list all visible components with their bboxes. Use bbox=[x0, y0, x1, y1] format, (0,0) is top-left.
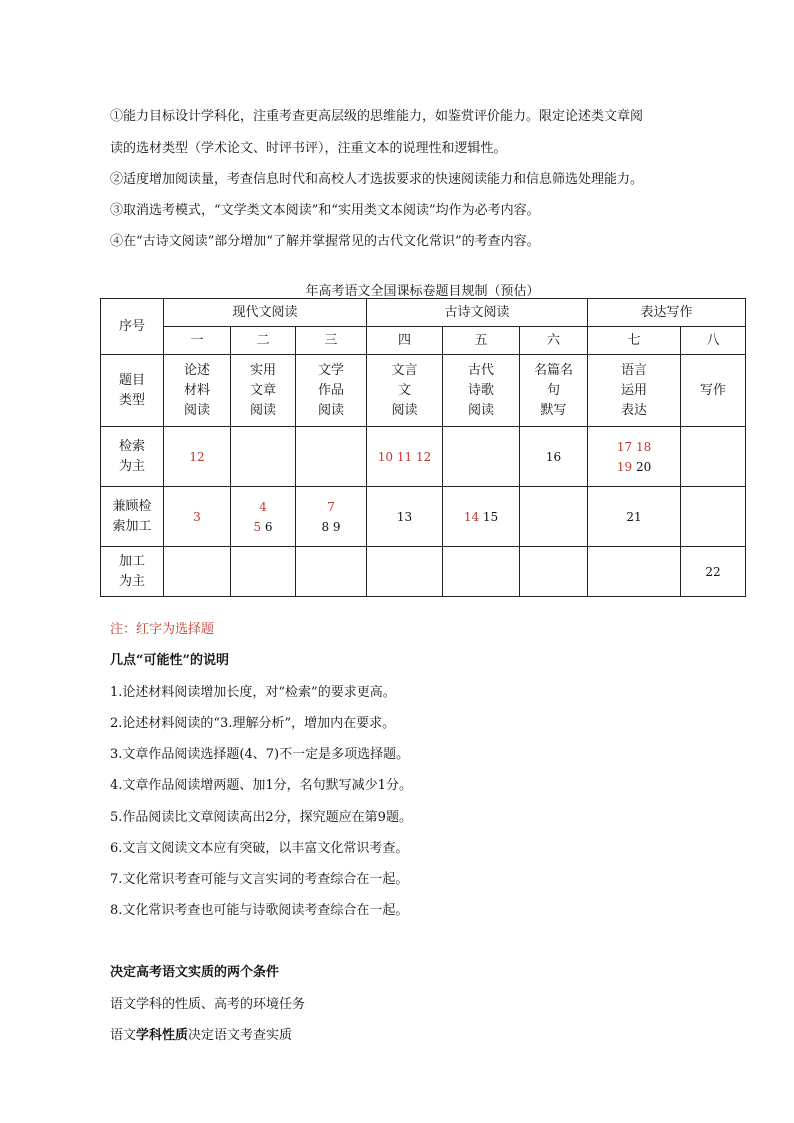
row-label-retrieval: 检索 为主 bbox=[101, 427, 164, 487]
type-cell: 文言 文 阅读 bbox=[367, 355, 443, 427]
conditions-line: 语文学科性质决定语文考查实质 bbox=[110, 1028, 293, 1043]
type-cell: 古代 诗歌 阅读 bbox=[443, 355, 520, 427]
empty-cell bbox=[367, 547, 443, 597]
empty-cell bbox=[231, 547, 296, 597]
header-numeral: 三 bbox=[296, 327, 367, 355]
question-number-cell: 14 15 bbox=[443, 487, 520, 547]
type-cell: 实用 文章 阅读 bbox=[231, 355, 296, 427]
empty-cell bbox=[681, 427, 746, 487]
type-cell: 名篇名 句 默写 bbox=[520, 355, 588, 427]
empty-cell bbox=[520, 547, 588, 597]
header-numeral: 二 bbox=[231, 327, 296, 355]
question-number-cell: 16 bbox=[520, 427, 588, 487]
possibility-item: 5.作品阅读比文章阅读高出2分，探究题应在第9题。 bbox=[110, 810, 412, 825]
question-number-cell: 13 bbox=[367, 487, 443, 547]
row-label-mixed: 兼顾检 索加工 bbox=[101, 487, 164, 547]
empty-cell bbox=[296, 547, 367, 597]
empty-cell bbox=[588, 547, 681, 597]
possibility-item: 4.文章作品阅读增两题、加1分，名句默写减少1分。 bbox=[110, 778, 412, 793]
conditions-heading: 决定高考语文实质的两个条件 bbox=[110, 965, 280, 980]
header-seq: 序号 bbox=[101, 299, 164, 355]
empty-cell bbox=[443, 427, 520, 487]
empty-cell bbox=[681, 487, 746, 547]
question-number-cell: 17 18 19 20 bbox=[588, 427, 681, 487]
question-number-cell: 12 bbox=[164, 427, 231, 487]
intro-paragraph-4: ④在“古诗文阅读”部分增加“了解并掌握常见的古代文化常识”的考查内容。 bbox=[110, 234, 540, 249]
intro-paragraph-2: ②适度增加阅读量，考查信息时代和高校人才选拔要求的快速阅读能力和信息筛选处理能力。 bbox=[110, 172, 644, 187]
type-cell: 写作 bbox=[681, 355, 746, 427]
question-structure-table bbox=[100, 298, 746, 597]
intro-paragraph-1a: ①能力目标设计学科化，注重考查更高层级的思维能力，如鉴赏评价能力。限定论述类文章阅 bbox=[110, 109, 644, 124]
empty-cell bbox=[296, 427, 367, 487]
question-number-cell: 7 8 9 bbox=[296, 487, 367, 547]
intro-paragraph-3: ③取消选考模式，“文学类文本阅读”和“实用类文本阅读”均作为必考内容。 bbox=[110, 203, 540, 218]
empty-cell bbox=[443, 547, 520, 597]
type-cell: 论述 材料 阅读 bbox=[164, 355, 231, 427]
possibility-item: 6.文言文阅读文本应有突破，以丰富文化常识考查。 bbox=[110, 841, 409, 856]
header-group-classical: 古诗文阅读 bbox=[367, 299, 588, 327]
empty-cell bbox=[520, 487, 588, 547]
header-numeral: 八 bbox=[681, 327, 746, 355]
possibility-heading: 几点“可能性”的说明 bbox=[110, 653, 229, 668]
header-numeral: 四 bbox=[367, 327, 443, 355]
empty-cell bbox=[164, 547, 231, 597]
table-caption: 年高考语文全国课标卷题目规制（预估） bbox=[305, 284, 540, 299]
possibility-item: 2.论述材料阅读的“3.理解分析”，增加内在要求。 bbox=[110, 716, 396, 731]
type-cell: 文学 作品 阅读 bbox=[296, 355, 367, 427]
possibility-item: 3.文章作品阅读选择题(4、7)不一定是多项选择题。 bbox=[110, 747, 410, 762]
intro-paragraph-1b: 读的选材类型（学术论文、时评书评），注重文本的说理性和逻辑性。 bbox=[110, 141, 507, 156]
header-numeral: 五 bbox=[443, 327, 520, 355]
header-group-writing: 表达写作 bbox=[588, 299, 746, 327]
question-number-cell: 3 bbox=[164, 487, 231, 547]
row-label-processing: 加工 为主 bbox=[101, 547, 164, 597]
empty-cell bbox=[231, 427, 296, 487]
question-number-cell: 21 bbox=[588, 487, 681, 547]
red-text-note: 注：红字为选择题 bbox=[110, 622, 215, 637]
type-cell: 语言 运用 表达 bbox=[588, 355, 681, 427]
question-number-cell: 4 5 6 bbox=[231, 487, 296, 547]
possibility-item: 8.文化常识考查也可能与诗歌阅读考查综合在一起。 bbox=[110, 903, 409, 918]
header-numeral: 七 bbox=[588, 327, 681, 355]
header-numeral: 一 bbox=[164, 327, 231, 355]
possibility-item: 7.文化常识考查可能与文言实词的考查综合在一起。 bbox=[110, 872, 409, 887]
question-number-cell: 10 11 12 bbox=[367, 427, 443, 487]
header-group-modern: 现代文阅读 bbox=[164, 299, 367, 327]
question-number-cell: 22 bbox=[681, 547, 746, 597]
conditions-line: 语文学科的性质、高考的环境任务 bbox=[110, 997, 306, 1012]
header-numeral: 六 bbox=[520, 327, 588, 355]
row-label-type: 题目 类型 bbox=[101, 355, 164, 427]
possibility-item: 1.论述材料阅读增加长度，对“检索”的要求更高。 bbox=[110, 685, 396, 700]
